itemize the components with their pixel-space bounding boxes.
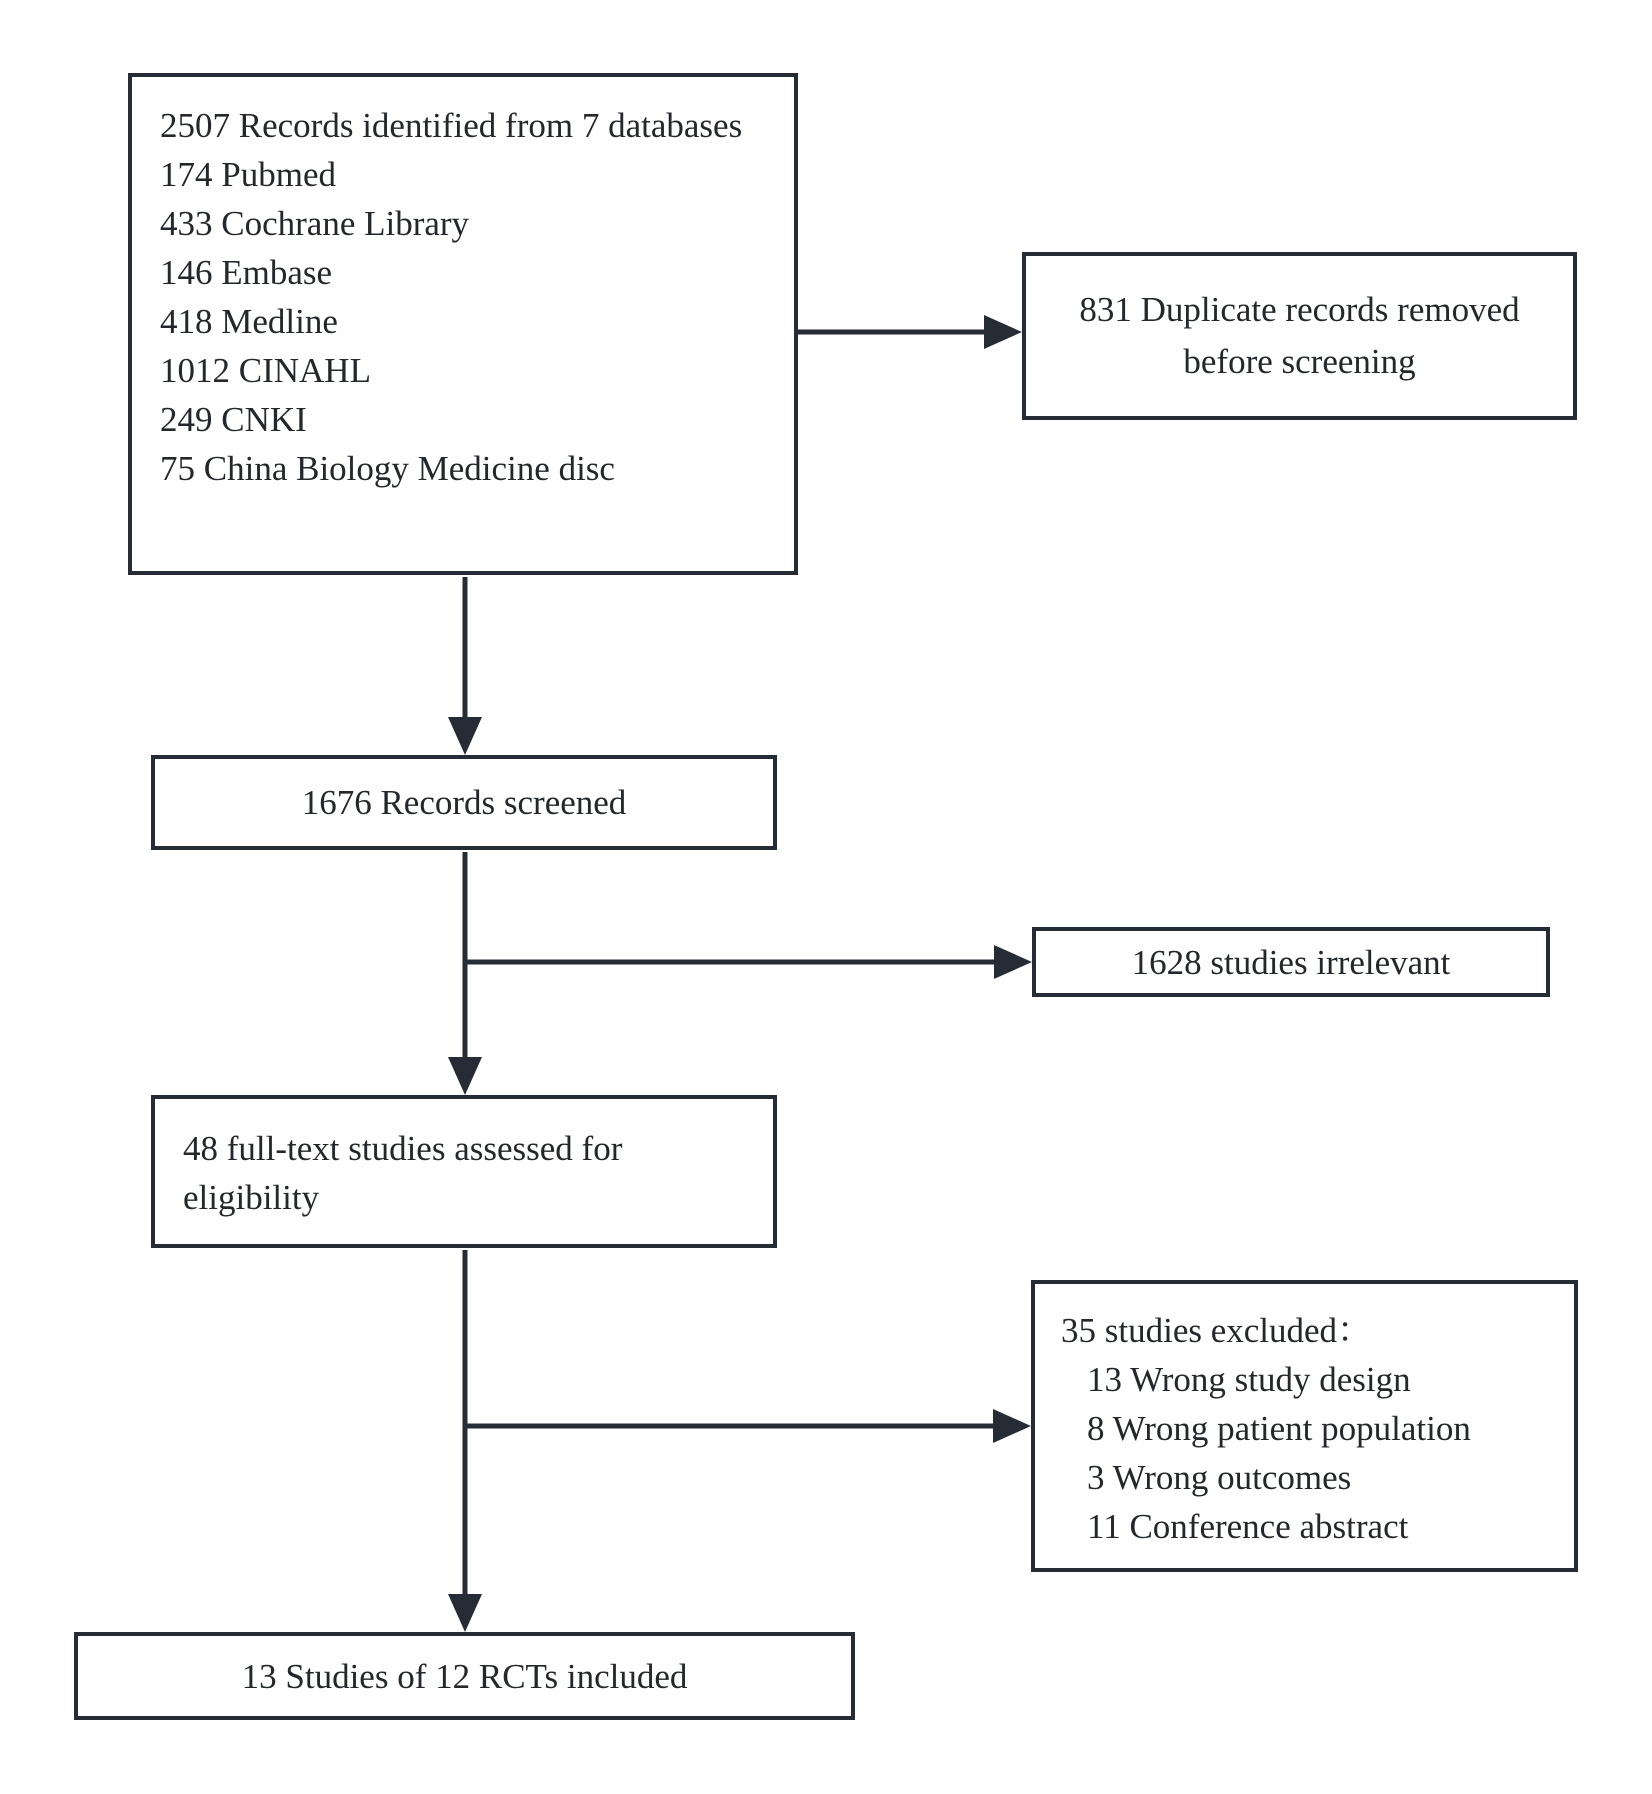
excluded-reason-population: 8 Wrong patient population [1087, 1409, 1471, 1448]
arrow-identification-to-screened [448, 577, 482, 755]
excluded-reason-abstract: 11 Conference abstract [1087, 1507, 1409, 1546]
excluded-reason-design: 13 Wrong study design [1087, 1360, 1411, 1399]
duplicates-removed-box [1022, 252, 1577, 420]
identification-heading: 2507 Records identified from 7 databases [160, 106, 743, 145]
studies-included-text: 13 Studies of 12 RCTs included [241, 1656, 688, 1696]
records-screened-box [151, 755, 777, 850]
source-pubmed: 174 Pubmed [160, 155, 336, 194]
fulltext-assessed-box [151, 1095, 777, 1248]
studies-irrelevant-box [1032, 927, 1550, 997]
arrow-fulltext-to-included [448, 1250, 482, 1632]
arrow-identification-to-duplicates [798, 315, 1022, 349]
studies-excluded-box [1031, 1280, 1578, 1572]
arrow-fulltext-to-excluded [465, 1409, 1031, 1443]
source-cnki: 249 CNKI [160, 400, 307, 439]
source-cbm: 75 China Biology Medicine disc [160, 449, 615, 488]
studies-included-box [74, 1632, 855, 1720]
source-embase: 146 Embase [160, 253, 333, 292]
source-cinahl: 1012 CINAHL [160, 351, 371, 390]
identification-box [128, 73, 798, 575]
studies-irrelevant-text: 1628 studies irrelevant [1131, 942, 1451, 982]
source-cochrane: 433 Cochrane Library [160, 204, 470, 243]
records-screened-text: 1676 Records screened [301, 783, 627, 822]
excluded-reason-outcomes: 3 Wrong outcomes [1087, 1458, 1352, 1497]
studies-excluded-title: 35 studies excluded： [1061, 1311, 1373, 1350]
arrow-screened-to-fulltext [448, 852, 482, 1095]
arrow-screened-to-irrelevant [465, 945, 1032, 979]
fulltext-assessed-text: 48 full-text studies assessed for eligibility [183, 1129, 623, 1217]
duplicates-removed-text: 831 Duplicate records removed before screening [1079, 290, 1520, 381]
source-medline: 418 Medline [160, 302, 338, 341]
